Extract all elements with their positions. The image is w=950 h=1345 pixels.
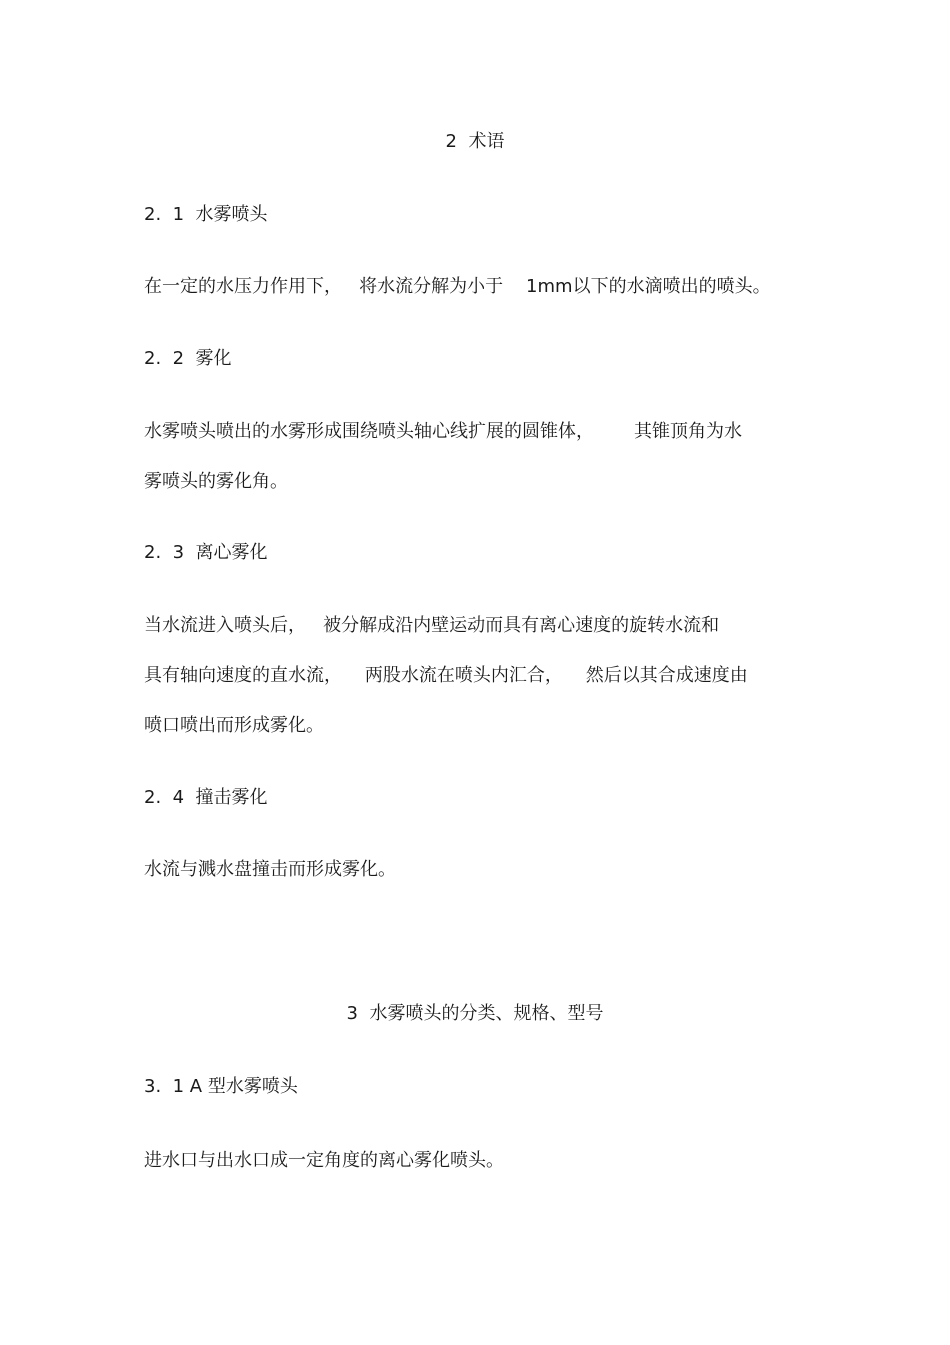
section-2-title: 2 术语 [445,131,505,152]
term-2-3-heading: 2. 3 离心雾化 [144,542,268,563]
term-2-2-definition-line-1: 水雾喷头喷出的水雾形成围绕喷头轴心线扩展的圆锥体， 其锥顶角为水 [144,421,743,442]
term-3-1-definition: 进水口与出水口成一定角度的离心雾化喷头。 [144,1150,504,1171]
section-3-title: 3 水雾喷头的分类、规格、型号 [346,1003,604,1024]
term-2-2-heading: 2. 2 雾化 [144,348,232,369]
term-3-1-heading: 3. 1 A 型水雾喷头 [144,1076,298,1097]
term-2-3-definition-line-1: 当水流进入喷头后， 被分解成沿内壁运动而具有离心速度的旋转水流和 [144,615,720,636]
term-2-1-heading: 2. 1 水雾喷头 [144,204,268,225]
term-2-3-definition-line-3: 喷口喷出而形成雾化。 [144,715,324,736]
term-2-2-definition-line-2: 雾喷头的雾化角。 [144,471,288,492]
term-2-1-definition: 在一定的水压力作用下， 将水流分解为小于 1mm以下的水滴喷出的喷头。 [144,276,771,297]
term-2-4-definition: 水流与溅水盘撞击而形成雾化。 [144,859,396,880]
term-2-4-heading: 2. 4 撞击雾化 [144,787,268,808]
term-2-3-definition-line-2: 具有轴向速度的直水流， 两股水流在喷头内汇合， 然后以其合成速度由 [144,665,748,686]
